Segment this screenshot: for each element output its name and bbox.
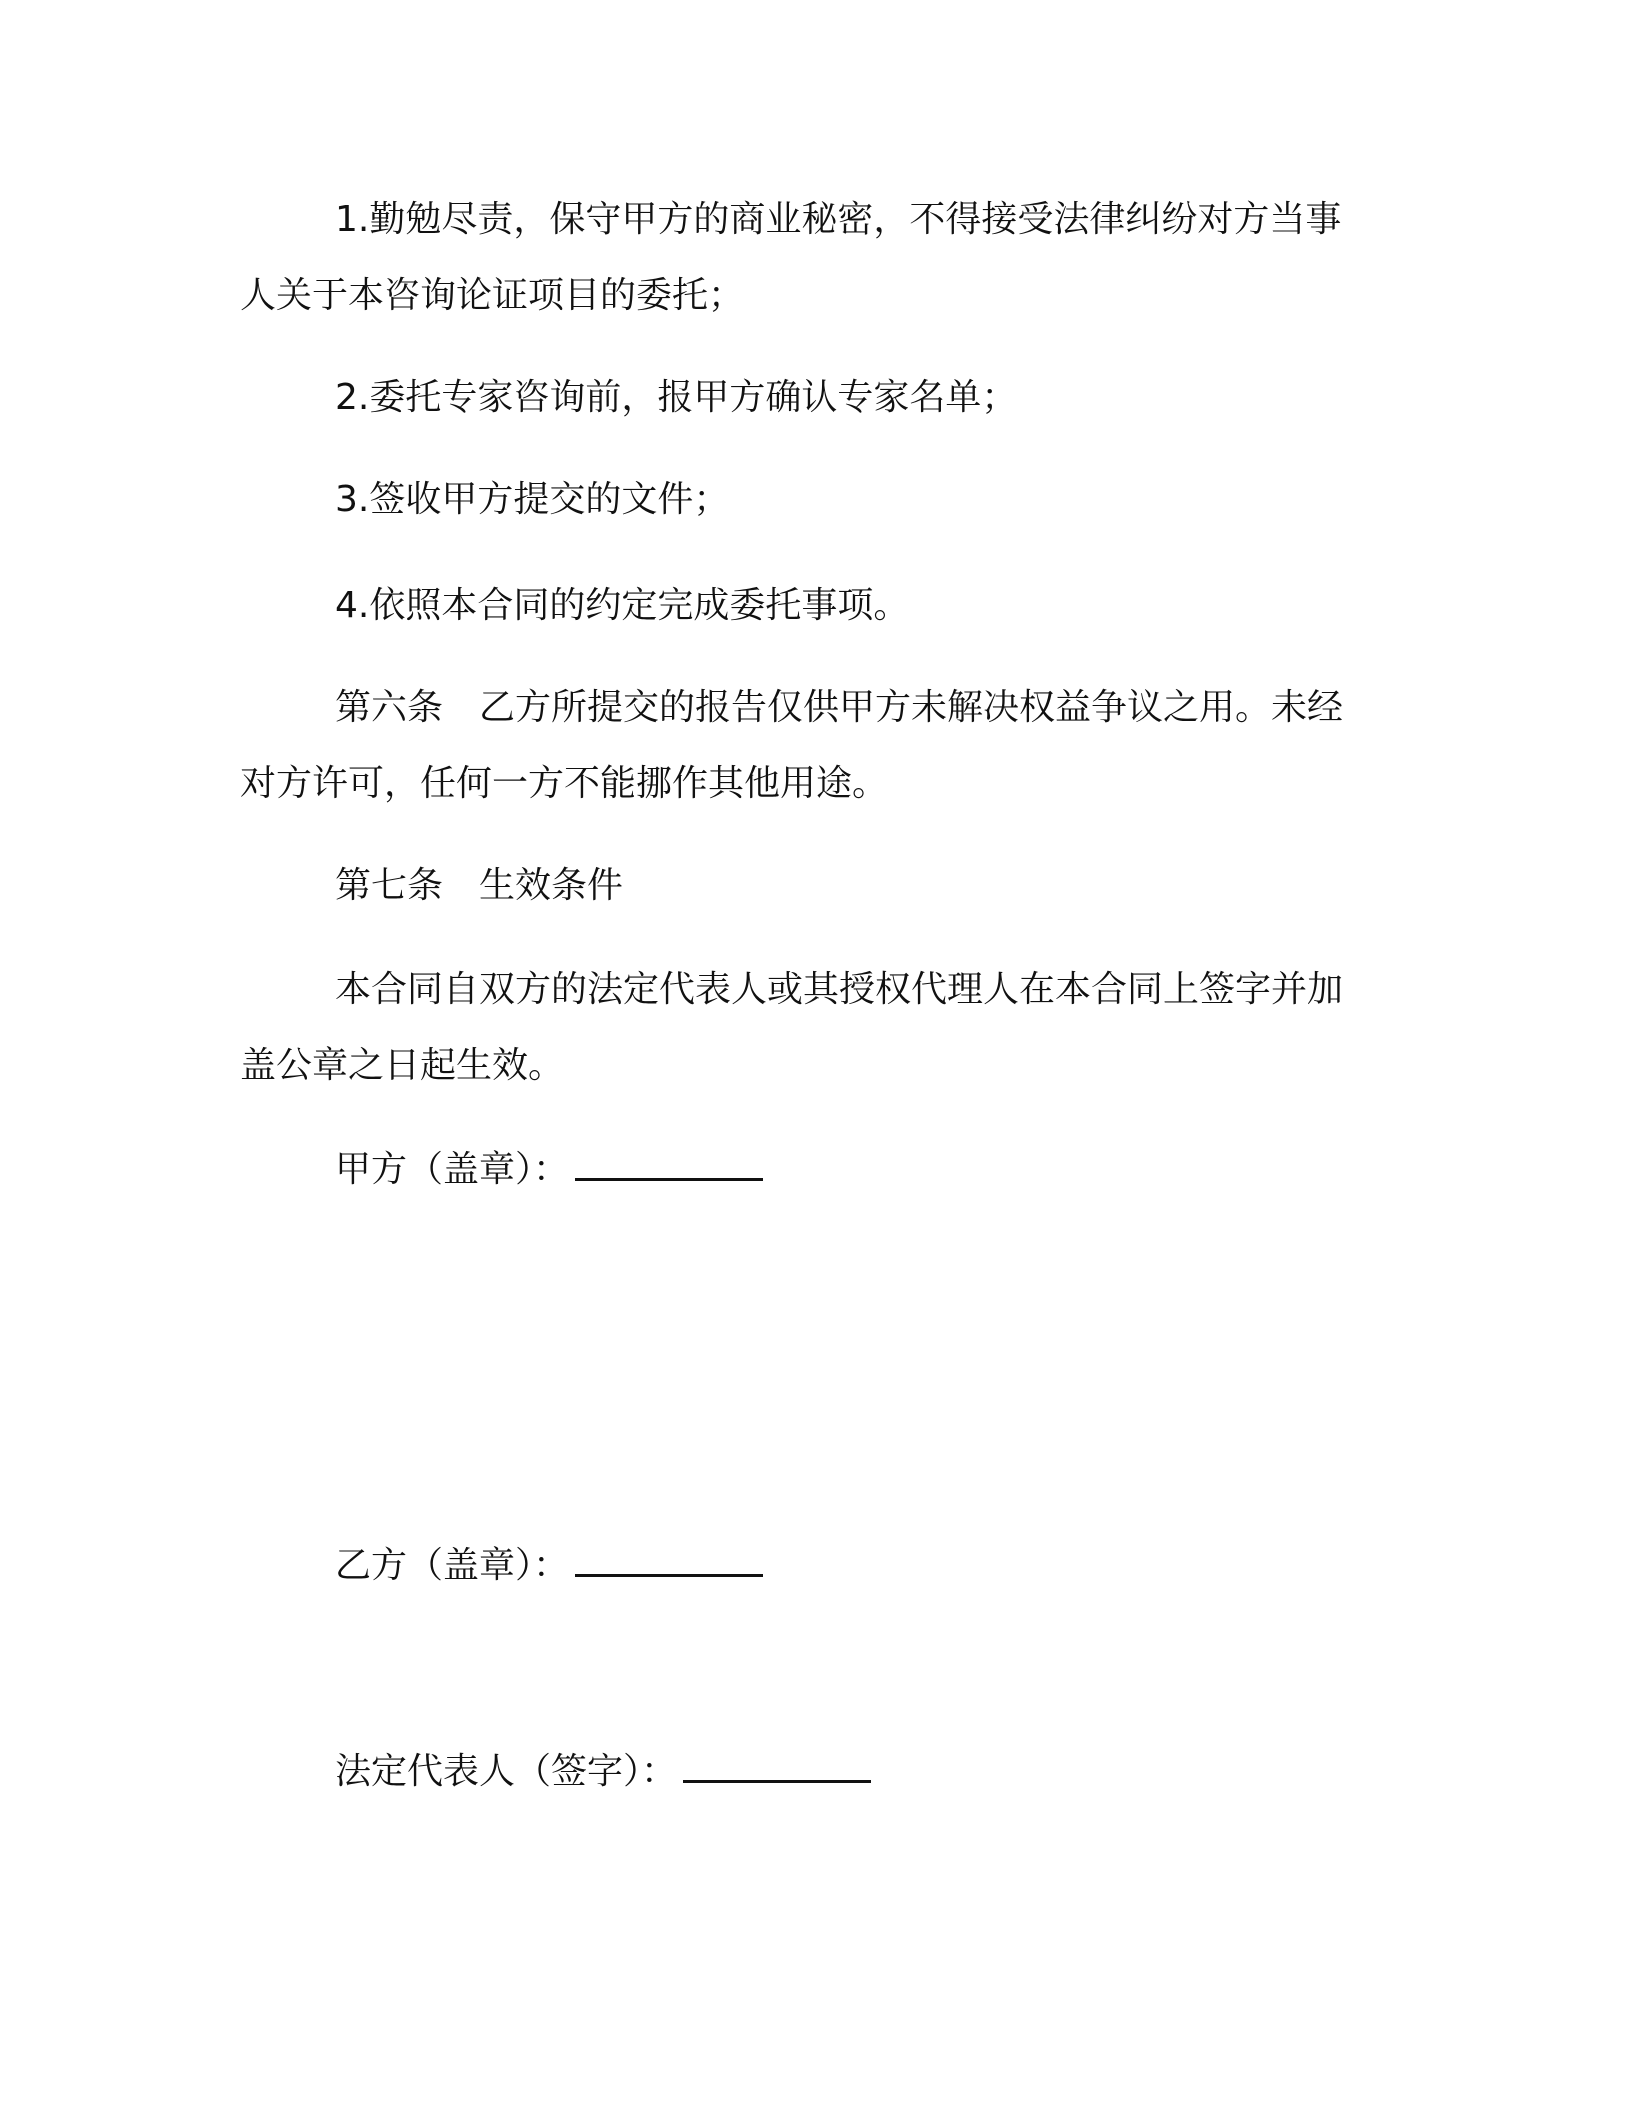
- party-b-signature-blank[interactable]: [575, 1544, 763, 1577]
- party-a-signature: [335, 1148, 763, 1192]
- effectiveness-line-1: 本合同自双方的法定代表人或其授权代理人在本合同上签字并加: [335, 969, 1344, 1010]
- effectiveness-line-2: 盖公章之日起生效。: [240, 1045, 565, 1086]
- clause-item-1-line-2: 人关于本咨询论证项目的委托；: [240, 275, 745, 316]
- clause-item-1-line-1: 1.勤勉尽责，保守甲方的商业秘密，不得接受法律纠纷对方当事: [335, 199, 1342, 240]
- article-six-line-1: 第六条 乙方所提交的报告仅供甲方未解决权益争议之用。未经: [335, 687, 1344, 728]
- party-a-signature-blank[interactable]: [575, 1148, 763, 1181]
- legal-rep-signature-blank[interactable]: [683, 1750, 871, 1783]
- article-seven-heading: 第七条 生效条件: [335, 865, 624, 906]
- party-b-signature: [335, 1544, 763, 1588]
- legal-rep-signature: [335, 1750, 871, 1794]
- party-b-signature-label: 乙方（盖章）：: [335, 1545, 570, 1586]
- clause-item-4: 4.依照本合同的约定完成委托事项。: [335, 585, 910, 626]
- party-a-signature-label: 甲方（盖章）：: [335, 1149, 570, 1190]
- clause-item-3: 3.签收甲方提交的文件；: [335, 479, 730, 520]
- article-six-line-2: 对方许可，任何一方不能挪作其他用途。: [240, 763, 889, 804]
- legal-rep-signature-label: 法定代表人（签字）：: [335, 1751, 678, 1792]
- clause-item-2: 2.委托专家咨询前，报甲方确认专家名单；: [335, 377, 1018, 418]
